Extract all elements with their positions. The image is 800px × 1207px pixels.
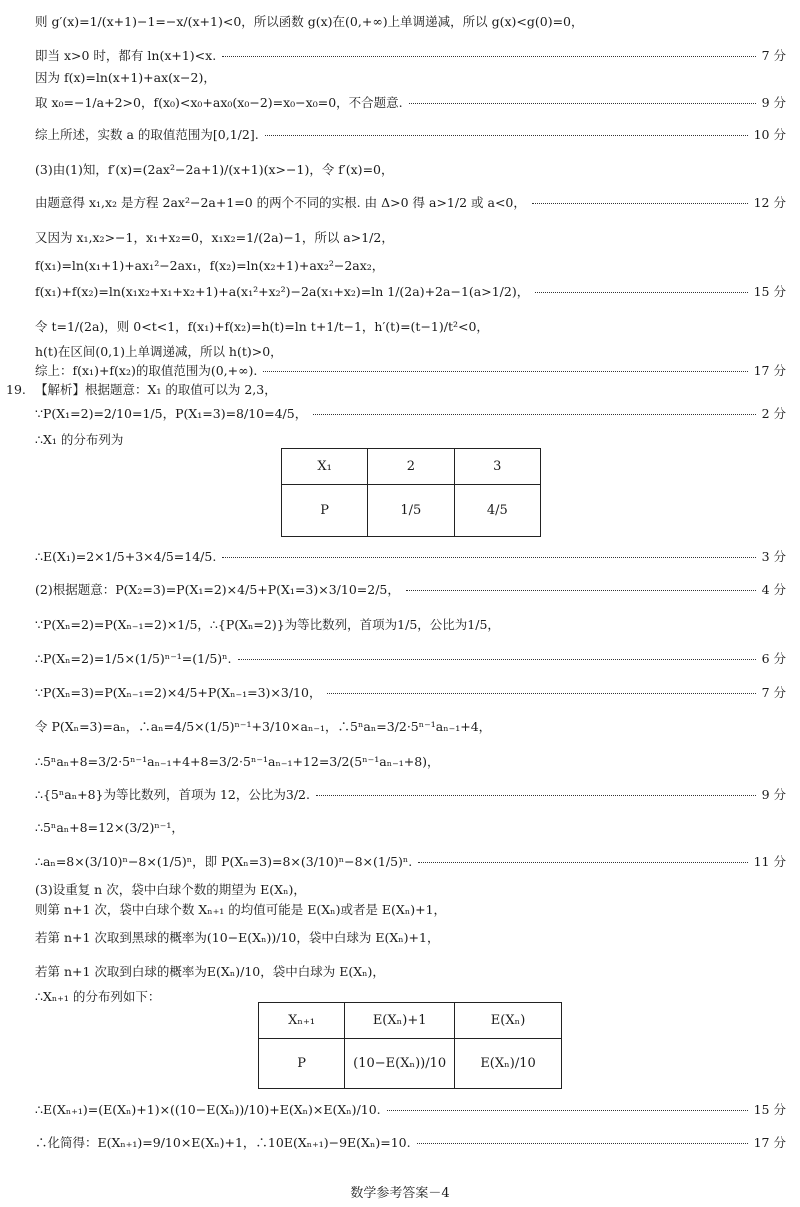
score-mark: 3 分 (761, 549, 786, 564)
leader-dots (418, 862, 747, 863)
solution-line: 综上所述，实数 a 的取值范围为[0,1/2]. 10 分 (35, 127, 786, 142)
solution-line: h(t)在区间(0,1)上单调递减，所以 h(t)>0， (35, 344, 283, 359)
solution-line: 又因为 x₁,x₂>−1，x₁+x₂=0，x₁x₂=1/(2a)−1，所以 a>1/2， (35, 230, 394, 245)
leader-dots (327, 693, 755, 694)
page-footer: 数学参考答案－4 (350, 1186, 450, 1201)
score-mark: 12 分 (753, 195, 786, 210)
table-header-cell: 3 (454, 449, 540, 485)
score-mark: 15 分 (753, 284, 786, 299)
solution-line: ∵P(Xₙ=3)=P(Xₙ₋₁=2)×4/5+P(Xₙ₋₁=3)×3/10， 7 分 (35, 685, 786, 700)
leader-dots (222, 557, 755, 558)
leader-dots (409, 103, 756, 104)
leader-dots (316, 795, 756, 796)
solution-line: ∴化简得：E(Xₙ₊₁)=9/10×E(Xₙ)+1，∴10E(Xₙ₊₁)−9E(Xₙ)=10. 17 分 (35, 1135, 786, 1150)
leader-dots (532, 203, 748, 204)
score-mark: 17 分 (753, 363, 786, 378)
solution-line: 19. 【解析】根据题意：X₁ 的取值可以为 2,3， (6, 381, 277, 397)
solution-line: ∴X₁ 的分布列为 (35, 432, 124, 447)
solution-line: 即当 x>0 时，都有 ln(x+1)<x. 7 分 (35, 48, 786, 63)
table-header-cell: X₁ (282, 449, 368, 485)
table-cell: (10−E(Xₙ))/10 (345, 1039, 455, 1089)
table-cell: 4/5 (454, 485, 540, 537)
leader-dots (387, 1110, 748, 1111)
solution-line: 则 g′(x)=1/(x+1)−1=−x/(x+1)<0，所以函数 g(x)在(0,+∞)上单调递减，所以 g(x)<g(0)=0， (35, 14, 584, 29)
solution-line: (3)设重复 n 次，袋中白球个数的期望为 E(Xₙ)， (35, 882, 306, 897)
leader-dots (238, 659, 756, 660)
score-mark: 15 分 (753, 1102, 786, 1117)
score-mark: 7 分 (761, 685, 786, 700)
solution-line: ∴E(Xₙ₊₁)=(E(Xₙ)+1)×((10−E(Xₙ))/10)+E(Xₙ)×E(Xₙ)/10. 15 分 (35, 1101, 786, 1117)
solution-line: ∴Xₙ₊₁ 的分布列如下： (35, 989, 161, 1004)
score-mark: 4 分 (761, 582, 786, 597)
distribution-table-x1 (281, 448, 541, 537)
leader-dots (313, 414, 755, 415)
solution-line: ∴5ⁿaₙ+8=12×(3/2)ⁿ⁻¹， (35, 820, 184, 835)
solution-line: 则第 n+1 次，袋中白球个数 Xₙ₊₁ 的均值可能是 E(Xₙ)或者是 E(Xₙ)+1， (35, 902, 447, 917)
leader-dots (406, 590, 756, 591)
solution-line: 若第 n+1 次取到白球的概率为E(Xₙ)/10，袋中白球为 E(Xₙ)， (35, 964, 385, 979)
table-cell: P (259, 1039, 345, 1089)
leader-dots (417, 1143, 748, 1144)
solution-line: ∴{5ⁿaₙ+8}为等比数列，首项为 12，公比为3/2. 9 分 (35, 787, 786, 802)
solution-line: ∵P(X₁=2)=2/10=1/5，P(X₁=3)=8/10=4/5， 2 分 (35, 406, 786, 421)
solution-line: ∴E(X₁)=2×1/5+3×4/5=14/5. 3 分 (35, 548, 786, 564)
score-mark: 10 分 (753, 127, 786, 142)
table-cell: 1/5 (368, 485, 454, 537)
table-header-cell: 2 (368, 449, 454, 485)
solution-line: 令 P(Xₙ=3)=aₙ，∴aₙ=4/5×(1/5)ⁿ⁻¹+3/10×aₙ₋₁，∴5ⁿaₙ=3/2·5ⁿ⁻¹aₙ₋₁+4， (35, 719, 492, 734)
leader-dots (265, 135, 748, 136)
solution-line: ∴5ⁿaₙ+8=3/2·5ⁿ⁻¹aₙ₋₁+4+8=3/2·5ⁿ⁻¹aₙ₋₁+12=3/2(5ⁿ⁻¹aₙ₋₁+8)， (35, 754, 440, 769)
score-mark: 7 分 (761, 48, 786, 63)
score-mark: 6 分 (761, 651, 786, 666)
leader-dots (263, 371, 747, 372)
solution-line: 取 x₀=−1/a+2>0，f(x₀)<x₀+ax₀(x₀−2)=x₀−x₀=0，不合题意. 9 分 (35, 95, 786, 110)
table-header-cell: E(Xₙ)+1 (345, 1003, 455, 1039)
solution-line: f(x₁)=ln(x₁+1)+ax₁²−2ax₁，f(x₂)=ln(x₂+1)+ax₂²−2ax₂， (35, 258, 385, 273)
table-cell: E(Xₙ)/10 (455, 1039, 562, 1089)
table-header-cell: Xₙ₊₁ (259, 1003, 345, 1039)
solution-line: 综上：f(x₁)+f(x₂)的取值范围为(0,+∞). 17 分 (35, 363, 786, 378)
solution-line: (2)根据题意：P(X₂=3)=P(X₁=2)×4/5+P(X₁=3)×3/10=2/5， 4 分 (35, 582, 786, 597)
score-mark: 9 分 (761, 787, 786, 802)
table-cell: P (282, 485, 368, 537)
question-number: 19. (6, 381, 26, 397)
leader-dots (222, 56, 755, 57)
score-mark: 9 分 (761, 95, 786, 110)
solution-line: f(x₁)+f(x₂)=ln(x₁x₂+x₁+x₂+1)+a(x₁²+x₂²)−2a(x₁+x₂)=ln 1/(2a)+2a−1(a>1/2)， 15 分 (35, 284, 786, 299)
distribution-table-xn1 (258, 1002, 562, 1089)
table-header-cell: E(Xₙ) (455, 1003, 562, 1039)
solution-line: ∴P(Xₙ=2)=1/5×(1/5)ⁿ⁻¹=(1/5)ⁿ. 6 分 (35, 650, 786, 666)
leader-dots (535, 292, 747, 293)
score-mark: 17 分 (753, 1135, 786, 1150)
solution-line: ∵P(Xₙ=2)=P(Xₙ₋₁=2)×1/5，∴{P(Xₙ=2)}为等比数列，首项为1/5，公比为1/5， (35, 617, 500, 632)
solution-line: 若第 n+1 次取到黑球的概率为(10−E(Xₙ))/10，袋中白球为 E(Xₙ)+1， (35, 930, 440, 945)
solution-line: 因为 f(x)=ln(x+1)+ax(x−2)， (35, 70, 216, 85)
solution-line: ∴aₙ=8×(3/10)ⁿ−8×(1/5)ⁿ，即 P(Xₙ=3)=8×(3/10)ⁿ−8×(1/5)ⁿ. 11 分 (35, 854, 786, 869)
score-mark: 2 分 (761, 406, 786, 421)
solution-line: 令 t=1/(2a)，则 0<t<1，f(x₁)+f(x₂)=h(t)=ln t+1/t−1，h′(t)=(t−1)/t²<0， (35, 319, 489, 334)
solution-line: (3)由(1)知，f′(x)=(2ax²−2a+1)/(x+1)(x>−1)，令 f′(x)=0， (35, 162, 394, 177)
solution-line: 由题意得 x₁,x₂ 是方程 2ax²−2a+1=0 的两个不同的实根. 由 Δ>0 得 a>1/2 或 a<0， 12 分 (35, 195, 786, 210)
score-mark: 11 分 (753, 854, 786, 869)
